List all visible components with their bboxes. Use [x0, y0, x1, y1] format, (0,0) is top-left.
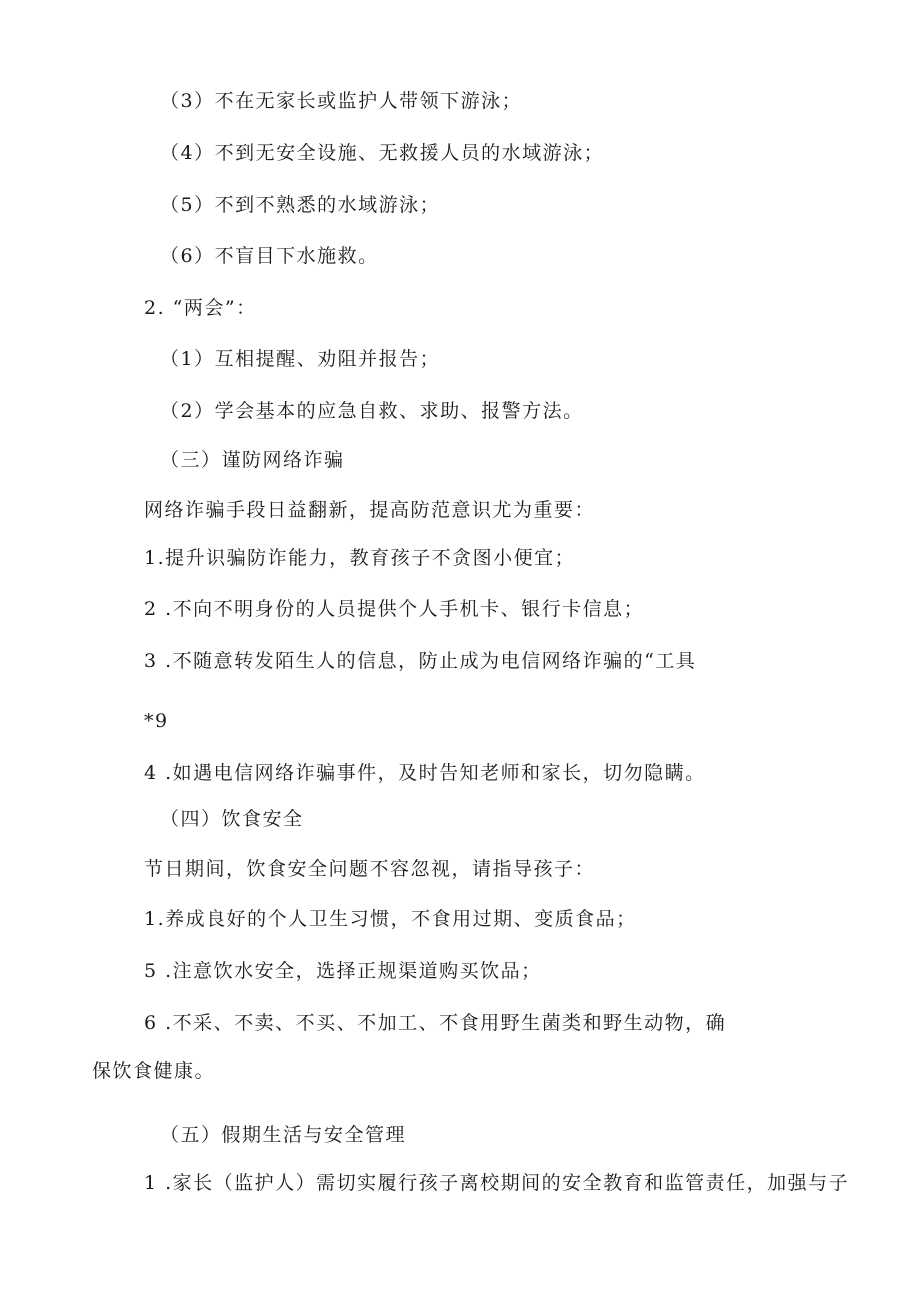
food-item-6-tail: 保饮食健康。 [92, 1060, 216, 1082]
food-item-6: 6 .不采、不卖、不买、不加工、不食用野生菌类和野生动物，确 [144, 1012, 727, 1034]
holiday-item-1: 1 .家长（监护人）需切实履行孩子离校期间的安全教育和监管责任，加强与子 [144, 1172, 850, 1194]
section-heading-3: （三）谨防网络诈骗 [160, 449, 345, 471]
swim-rule-4: （4）不到无安全设施、无救援人员的水域游泳； [160, 142, 605, 164]
section-heading-4: （四）饮食安全 [160, 808, 304, 830]
fraud-item-3-tail: *9 [144, 710, 169, 732]
swim-rule-5: （5）不到不熟悉的水域游泳； [160, 194, 441, 216]
section-heading-5: （五）假期生活与安全管理 [160, 1124, 407, 1146]
swim-rule-6: （6）不盲目下水施救。 [160, 245, 379, 267]
fraud-item-4: 4 .如遇电信网络诈骗事件，及时告知老师和家长，切勿隐瞒。 [144, 762, 706, 784]
fraud-item-3: 3 .不随意转发陌生人的信息，防止成为电信网络诈骗的“工具 [144, 650, 697, 672]
fraud-intro: 网络诈骗手段日益翻新，提高防范意识尤为重要： [144, 499, 596, 521]
food-item-5: 5 .注意饮水安全，选择正规渠道购买饮品； [144, 960, 542, 982]
swim-rule-3: （3）不在无家长或监护人带领下游泳； [160, 90, 523, 112]
food-intro: 节日期间，饮食安全问题不容忽视，请指导孩子： [144, 858, 596, 880]
fraud-item-1: 1.提升识骗防诈能力，教育孩子不贪图小便宜； [144, 547, 576, 569]
two-knows-item-1: （1）互相提醒、劝阻并报告； [160, 348, 441, 370]
two-knows-item-2: （2）学会基本的应急自救、求助、报警方法。 [160, 400, 584, 422]
two-knows-heading: 2. “两会”： [144, 297, 257, 319]
fraud-item-2: 2 .不向不明身份的人员提供个人手机卡、银行卡信息； [144, 598, 645, 620]
food-item-1: 1.养成良好的个人卫生习惯，不食用过期、变质食品； [144, 908, 637, 930]
